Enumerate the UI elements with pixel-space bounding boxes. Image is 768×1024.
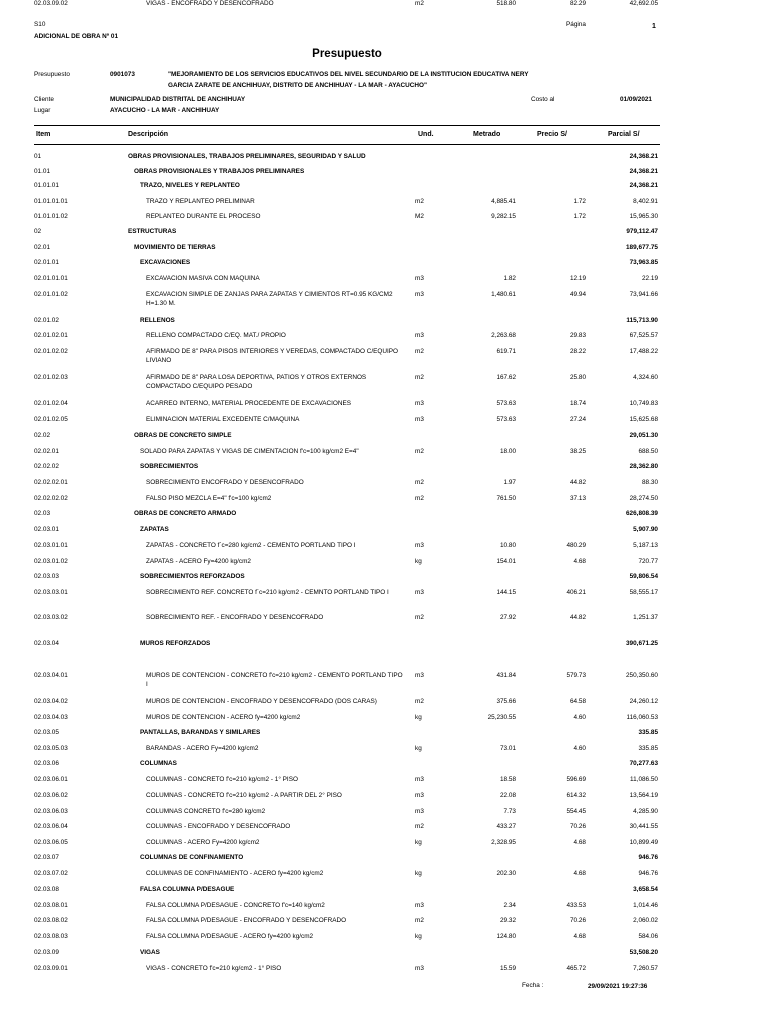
- cell-item: 01.01.01.01: [34, 198, 68, 205]
- cell-item: 02.03.03: [34, 573, 59, 580]
- cell-item: 02.02.01: [34, 448, 59, 455]
- cell-precio: 64.58: [570, 698, 586, 705]
- cell-item: 02.01.02.01: [34, 332, 68, 339]
- cell-unit: m3: [415, 776, 424, 783]
- cell-parcial: 30,441.55: [629, 823, 658, 830]
- cell-precio: 4.60: [573, 714, 586, 721]
- cell-metrado: 4,885.41: [491, 198, 516, 205]
- cell-parcial: 22.19: [642, 275, 658, 282]
- cell-parcial: 24,368.21: [629, 168, 658, 175]
- cell-precio: 480.29: [566, 542, 586, 549]
- cell-parcial: 189,677.75: [626, 244, 658, 251]
- cell-metrado: 2.34: [503, 902, 516, 909]
- cell-precio: 12.19: [570, 275, 586, 282]
- cell-item: 02.02.02.01: [34, 479, 68, 486]
- cell-description: PANTALLAS, BARANDAS Y SIMILARES: [140, 729, 261, 736]
- cell-unit: M2: [415, 213, 424, 220]
- cell-unit: kg: [415, 558, 422, 565]
- cell-parcial: 4,324.60: [633, 374, 658, 381]
- cell-metrado: 124.80: [496, 933, 516, 940]
- cell-parcial: 4,285.90: [633, 808, 658, 815]
- cell-metrado: 7.73: [503, 808, 516, 815]
- cell-parcial: 335.85: [638, 729, 658, 736]
- cell-metrado: 15.59: [500, 965, 516, 972]
- cell-description: TRAZO Y REPLANTEO PRELIMINAR: [146, 198, 255, 205]
- cell-parcial: 29,051.30: [629, 432, 658, 439]
- cell-description: COLUMNAS - ENCOFRADO Y DESENCOFRADO: [146, 823, 291, 830]
- cell-description: FALSA COLUMNA P/DESAGUE: [140, 886, 235, 893]
- cell-item: 02.03.08.03: [34, 933, 68, 940]
- cell-parcial: 2,060.02: [633, 917, 658, 924]
- cell-item: 02.03.05.03: [34, 745, 68, 752]
- cell-unit: m2: [415, 479, 424, 486]
- cell-description: RELLENO COMPACTADO C/EQ. MAT./ PROPIO: [146, 332, 286, 339]
- cell-unit: m3: [415, 291, 424, 298]
- cell-description: AFIRMADO DE 8" PARA PISOS INTERIORES Y VEREDAS, COMPACTADO C/EQUIPO LIVIANO: [146, 348, 399, 364]
- page-label: Página: [566, 21, 586, 28]
- cell-parcial: 8,402.91: [633, 198, 658, 205]
- cell-item: 02.01.01: [34, 259, 59, 266]
- cell-parcial: 67,525.57: [629, 332, 658, 339]
- cell-description: COLUMNAS CONCRETO f'c=280 kg/cm2: [146, 808, 266, 815]
- cell-description: SOBRECIMIENTO ENCOFRADO Y DESENCOFRADO: [146, 479, 304, 486]
- cell-unit: kg: [415, 745, 422, 752]
- cell-metrado: 9,282.15: [491, 213, 516, 220]
- cell-unit: m2: [415, 917, 424, 924]
- cell-item: 02.03.08.01: [34, 902, 68, 909]
- cell-precio: 44.82: [570, 614, 586, 621]
- col-header-metrado: Metrado: [473, 131, 501, 138]
- cell-parcial: 24,368.21: [629, 153, 658, 160]
- cell-description: REPLANTEO DURANTE EL PROCESO: [146, 213, 261, 220]
- cell-precio: 44.82: [570, 479, 586, 486]
- cell-parcial: 116,060.53: [626, 714, 658, 721]
- cell-precio: 4.60: [573, 745, 586, 752]
- cell-metrado: 29.32: [500, 917, 516, 924]
- cell-parcial: 10,749.83: [629, 400, 658, 407]
- cell-item: 02.01.02.04: [34, 400, 68, 407]
- cell-metrado: 10.80: [500, 542, 516, 549]
- cell-parcial: 390,671.25: [626, 640, 658, 647]
- cell-item: 02.02: [34, 432, 50, 439]
- page-title: Presupuesto: [312, 48, 382, 60]
- cell-item: 02.03.04.03: [34, 714, 68, 721]
- cell-metrado: 202.30: [496, 870, 516, 877]
- cell-metrado: 18.00: [500, 448, 516, 455]
- cell-precio: 29.83: [570, 332, 586, 339]
- cell-parcial: 5,187.13: [633, 542, 658, 549]
- cell-description: MUROS DE CONTENCION - ACERO fy=4200 kg/cm2: [146, 714, 301, 721]
- cell-metrado: 518.80: [496, 0, 516, 7]
- cell-parcial: 24,260.12: [629, 698, 658, 705]
- cell-parcial: 626,808.39: [626, 510, 658, 517]
- project-name-line1: "MEJORAMIENTO DE LOS SERVICIOS EDUCATIVOS DEL NIVEL SECUNDARIO DE LA INSTITUCION EDUCATIVA NERY: [168, 71, 529, 78]
- cell-description: SOLADO PARA ZAPATAS Y VIGAS DE CIMENTACION f'c=100 kg/cm2 E=4": [140, 448, 359, 455]
- cell-parcial: 335.85: [638, 745, 658, 752]
- cell-description: FALSA COLUMNA P/DESAGUE - ENCOFRADO Y DESENCOFRADO: [146, 917, 347, 924]
- cell-precio: 82.29: [570, 0, 586, 7]
- cell-parcial: 5,907.90: [633, 526, 658, 533]
- cell-parcial: 11,086.50: [630, 776, 658, 783]
- cell-item: 02.01.02.02: [34, 348, 68, 355]
- cell-parcial: 946.76: [638, 870, 658, 877]
- cell-precio: 37.13: [570, 495, 586, 502]
- col-header-precio: Precio S/: [537, 131, 567, 138]
- cell-unit: m3: [415, 792, 424, 799]
- cell-description: COLUMNAS - CONCRETO f'c=210 kg/cm2 - 1° PISO: [146, 776, 298, 783]
- cell-description: OBRAS DE CONCRETO SIMPLE: [134, 432, 232, 439]
- cell-precio: 579.73: [566, 672, 586, 679]
- cell-item: 02.03: [34, 510, 50, 517]
- cell-metrado: 375.66: [496, 698, 516, 705]
- cell-parcial: 250,350.60: [626, 672, 658, 679]
- cell-item: 02.03.07: [34, 854, 59, 861]
- cell-parcial: 115,713.90: [626, 317, 658, 324]
- cell-description: SOBRECIMIENTO REF. - ENCOFRADO Y DESENCOFRADO: [146, 614, 324, 621]
- cell-unit: m2: [415, 823, 424, 830]
- cell-item: 02.03.01.02: [34, 558, 68, 565]
- col-header-und: Und.: [418, 131, 434, 138]
- cell-description: SOBRECIMIENTO REF. CONCRETO f`c=210 kg/cm2 - CEMNTO PORTLAND TIPO I: [146, 589, 389, 596]
- costo-date: 01/09/2021: [620, 96, 652, 103]
- cell-description: AFIRMADO DE 8" PARA LOSA DEPORTIVA, PATIOS Y OTROS EXTERNOS COMPACTADO C/EQUIPO PESADO: [146, 374, 367, 390]
- col-header-parcial: Parcial S/: [608, 131, 640, 138]
- cell-precio: 38.25: [570, 448, 586, 455]
- cell-precio: 4.68: [573, 558, 586, 565]
- lugar-value: AYACUCHO - LA MAR - ANCHIHUAY: [110, 107, 220, 114]
- cell-description: SOBRECIMIENTOS: [140, 463, 199, 470]
- cell-description: VIGAS - CONCRETO f'c=210 kg/cm2 - 1° PISO: [146, 965, 282, 972]
- cell-item: 02.01.01.02: [34, 291, 68, 298]
- cell-unit: m3: [415, 332, 424, 339]
- cell-description: MUROS DE CONTENCION - CONCRETO f'c=210 kg/cm2 - CEMENTO PORTLAND TIPO I: [146, 672, 403, 688]
- cell-metrado: 1.82: [503, 275, 516, 282]
- cell-parcial: 28,274.50: [629, 495, 658, 502]
- cell-unit: m3: [415, 400, 424, 407]
- cell-description: BARANDAS - ACERO Fy=4200 kg/cm2: [146, 745, 259, 752]
- project-name-line2: GARCIA ZARATE DE ANCHIHUAY, DISTRITO DE ANCHIHUAY - LA MAR - AYACUCHO": [168, 82, 428, 89]
- cell-precio: 25.80: [570, 374, 586, 381]
- lugar-label: Lugar: [34, 107, 51, 114]
- cell-description: ZAPATAS - CONCRETO f`c=280 kg/cm2 - CEMENTO PORTLAND TIPO I: [146, 542, 356, 549]
- cell-item: 02.03.06.05: [34, 839, 68, 846]
- cell-metrado: 1,480.61: [491, 291, 516, 298]
- cell-description: VIGAS: [140, 949, 160, 956]
- cell-unit: m2: [415, 698, 424, 705]
- cell-metrado: 431.84: [496, 672, 516, 679]
- cell-parcial: 946.76: [638, 854, 658, 861]
- cell-description: COLUMNAS DE CONFINAMIENTO: [140, 854, 244, 861]
- cell-parcial: 584.06: [638, 933, 658, 940]
- cell-item: 02.03.06.01: [34, 776, 68, 783]
- cell-parcial: 53,508.20: [629, 949, 658, 956]
- cell-parcial: 13,564.19: [629, 792, 658, 799]
- cell-parcial: 10,899.49: [629, 839, 658, 846]
- cell-unit: kg: [415, 714, 422, 721]
- cell-precio: 4.68: [573, 839, 586, 846]
- cell-description: EXCAVACION SIMPLE DE ZANJAS PARA ZAPATAS Y CIMIENTOS RT=0.95 KG/CM2 H=1.30 M.: [146, 291, 393, 307]
- cell-item: 02.03.06: [34, 760, 59, 767]
- costo-label: Costo al: [531, 96, 555, 103]
- cell-unit: m2: [415, 0, 424, 7]
- cell-description: TRAZO, NIVELES Y REPLANTEO: [140, 182, 240, 189]
- cell-parcial: 7,260.57: [633, 965, 658, 972]
- cell-description: EXCAVACIONES: [140, 259, 191, 266]
- cell-parcial: 73,963.85: [629, 259, 658, 266]
- cell-precio: 28.22: [570, 348, 586, 355]
- cell-metrado: 761.50: [496, 495, 516, 502]
- cell-item: 02.03.01: [34, 526, 59, 533]
- cell-item: 02.02.02.02: [34, 495, 68, 502]
- cell-precio: 614.32: [566, 792, 586, 799]
- cell-precio: 596.69: [566, 776, 586, 783]
- cell-item: 02.03.05: [34, 729, 59, 736]
- cell-description: OBRAS PROVISIONALES Y TRABAJOS PRELIMINARES: [134, 168, 305, 175]
- cell-description: ZAPATAS - ACERO Fy=4200 kg/cm2: [146, 558, 251, 565]
- cell-parcial: 24,368.21: [629, 182, 658, 189]
- cell-unit: kg: [415, 839, 422, 846]
- cell-description: FALSO PISO MEZCLA E=4" f'c=100 kg/cm2: [146, 495, 272, 502]
- cell-description: OBRAS PROVISIONALES, TRABAJOS PRELIMINARES, SEGURIDAD Y SALUD: [128, 153, 366, 160]
- cell-item: 02.03.08.02: [34, 917, 68, 924]
- cell-unit: m2: [415, 198, 424, 205]
- cell-precio: 27.24: [570, 416, 586, 423]
- cell-description: MUROS REFORZADOS: [140, 640, 211, 647]
- cell-unit: m2: [415, 348, 424, 355]
- cell-precio: 49.94: [570, 291, 586, 298]
- cliente-value: MUNICIPALIDAD DISTRITAL DE ANCHIHUAY: [110, 96, 246, 103]
- cell-parcial: 73,941.66: [629, 291, 658, 298]
- cell-item: 02.03.04.02: [34, 698, 68, 705]
- cell-description: ELIMINACION MATERIAL EXCEDENTE C/MAQUINA: [146, 416, 300, 423]
- cell-precio: 465.72: [566, 965, 586, 972]
- col-header-desc: Descripción: [128, 131, 169, 138]
- cell-unit: m3: [415, 416, 424, 423]
- cell-item: 02.03.07.02: [34, 870, 68, 877]
- cell-precio: 1.72: [573, 213, 586, 220]
- cell-parcial: 28,362.80: [629, 463, 658, 470]
- cell-precio: 433.53: [566, 902, 586, 909]
- cell-description: EXCAVACION MASIVA CON MAQUINA: [146, 275, 260, 282]
- cell-parcial: 720.77: [638, 558, 658, 565]
- cell-precio: 70.26: [570, 917, 586, 924]
- cell-item: 02.03.06.03: [34, 808, 68, 815]
- cell-metrado: 144.15: [496, 589, 516, 596]
- cell-parcial: 688.50: [638, 448, 658, 455]
- cell-precio: 18.74: [570, 400, 586, 407]
- cell-metrado: 18.58: [500, 776, 516, 783]
- cell-precio: 406.21: [566, 589, 586, 596]
- cell-unit: m3: [415, 902, 424, 909]
- cell-unit: m2: [415, 374, 424, 381]
- cell-parcial: 17,488.22: [629, 348, 658, 355]
- cell-parcial: 1,014.46: [633, 902, 658, 909]
- cell-parcial: 42,692.05: [629, 0, 658, 7]
- cell-item: 02.02.02: [34, 463, 59, 470]
- cell-description: ACARREO INTERNO, MATERIAL PROCEDENTE DE EXCAVACIONES: [146, 400, 352, 407]
- cell-parcial: 3,658.54: [633, 886, 658, 893]
- cell-item: 02.03.01.01: [34, 542, 68, 549]
- presupuesto-code: 0901073: [110, 71, 135, 78]
- cell-item: 02.01.01.01: [34, 275, 68, 282]
- cell-parcial: 979,112.47: [626, 228, 658, 235]
- cell-item: 02.03.09.02: [34, 0, 68, 7]
- cell-description: VIGAS - ENCOFRADO Y DESENCOFRADO: [146, 0, 274, 7]
- cell-unit: m3: [415, 672, 424, 679]
- cell-item: 01.01.01.02: [34, 213, 68, 220]
- cell-description: MOVIMIENTO DE TIERRAS: [134, 244, 216, 251]
- cell-parcial: 15,625.68: [629, 416, 658, 423]
- cell-description: MUROS DE CONTENCION - ENCOFRADO Y DESENCOFRADO (DOS CARAS): [146, 698, 377, 705]
- cell-unit: m3: [415, 542, 424, 549]
- cell-item: 02: [34, 228, 42, 235]
- col-header-item: Item: [36, 131, 51, 138]
- cell-item: 02.03.03.02: [34, 614, 68, 621]
- cell-unit: m2: [415, 614, 424, 621]
- cell-metrado: 22.08: [500, 792, 516, 799]
- cell-metrado: 25,230.55: [487, 714, 516, 721]
- cell-precio: 4.68: [573, 870, 586, 877]
- cell-parcial: 58,555.17: [629, 589, 658, 596]
- cell-metrado: 2,263.68: [491, 332, 516, 339]
- cell-precio: 4.68: [573, 933, 586, 940]
- cell-description: FALSA COLUMNA P/DESAGUE - CONCRETO f'c=140 kg/cm2: [146, 902, 325, 909]
- cell-item: 02.03.09: [34, 949, 59, 956]
- cell-description: SOBRECIMIENTOS REFORZADOS: [140, 573, 245, 580]
- cell-metrado: 433.27: [496, 823, 516, 830]
- cell-item: 02.03.08: [34, 886, 59, 893]
- cell-precio: 70.26: [570, 823, 586, 830]
- cell-item: 01.01: [34, 168, 50, 175]
- cell-item: 02.03.06.04: [34, 823, 68, 830]
- cell-unit: kg: [415, 870, 422, 877]
- cell-item: 02.03.04: [34, 640, 59, 647]
- cell-precio: 1.72: [573, 198, 586, 205]
- cell-metrado: 2,328.95: [491, 839, 516, 846]
- page-number: 1: [652, 23, 656, 30]
- cell-unit: m3: [415, 589, 424, 596]
- cell-precio: 554.45: [566, 808, 586, 815]
- cell-metrado: 619.71: [496, 348, 516, 355]
- cell-metrado: 1.97: [503, 479, 516, 486]
- cell-parcial: 1,251.37: [633, 614, 658, 621]
- cell-description: ESTRUCTURAS: [128, 228, 177, 235]
- cell-metrado: 573.63: [496, 416, 516, 423]
- cell-item: 01: [34, 153, 42, 160]
- cell-unit: m3: [415, 808, 424, 815]
- cell-unit: kg: [415, 933, 422, 940]
- cell-item: 02.01.02.03: [34, 374, 68, 381]
- fecha-label: Fecha :: [522, 982, 544, 989]
- cell-description: COLUMNAS DE CONFINAMIENTO - ACERO fy=4200 kg/cm2: [146, 870, 324, 877]
- report-code: S10: [34, 21, 46, 28]
- cell-description: RELLENOS: [140, 317, 175, 324]
- cell-unit: m3: [415, 965, 424, 972]
- cell-parcial: 15,965.30: [629, 213, 658, 220]
- cell-item: 01.01.01: [34, 182, 59, 189]
- cell-metrado: 167.62: [496, 374, 516, 381]
- report-subtitle: ADICIONAL DE OBRA Nº 01: [34, 33, 119, 40]
- cell-description: FALSA COLUMNA P/DESAGUE - ACERO fy=4200 kg/cm2: [146, 933, 314, 940]
- cell-item: 02.03.09.01: [34, 965, 68, 972]
- cell-item: 02.01: [34, 244, 50, 251]
- cell-description: COLUMNAS: [140, 760, 177, 767]
- cell-parcial: 88.30: [642, 479, 658, 486]
- cell-unit: m3: [415, 275, 424, 282]
- cell-metrado: 573.63: [496, 400, 516, 407]
- presupuesto-label: Presupuesto: [34, 71, 70, 78]
- cell-metrado: 154.01: [496, 558, 516, 565]
- cell-parcial: 70,277.63: [629, 760, 658, 767]
- cell-description: ZAPATAS: [140, 526, 169, 533]
- cell-metrado: 27.92: [500, 614, 516, 621]
- cell-unit: m2: [415, 448, 424, 455]
- cell-unit: m2: [415, 495, 424, 502]
- cell-parcial: 59,806.54: [629, 573, 658, 580]
- cell-item: 02.03.04.01: [34, 672, 68, 679]
- cell-description: OBRAS DE CONCRETO ARMADO: [134, 510, 237, 517]
- cell-description: COLUMNAS - CONCRETO f'c=210 kg/cm2 - A PARTIR DEL 2° PISO: [146, 792, 342, 799]
- cell-item: 02.03.06.02: [34, 792, 68, 799]
- fecha-value: 29/09/2021 19:27:36: [588, 983, 648, 990]
- cell-item: 02.01.02: [34, 317, 59, 324]
- cell-item: 02.01.02.05: [34, 416, 68, 423]
- cliente-label: Cliente: [34, 96, 54, 103]
- cell-description: COLUMNAS - ACERO Fy=4200 kg/cm2: [146, 839, 260, 846]
- cell-item: 02.03.03.01: [34, 589, 68, 596]
- cell-metrado: 73.01: [500, 745, 516, 752]
